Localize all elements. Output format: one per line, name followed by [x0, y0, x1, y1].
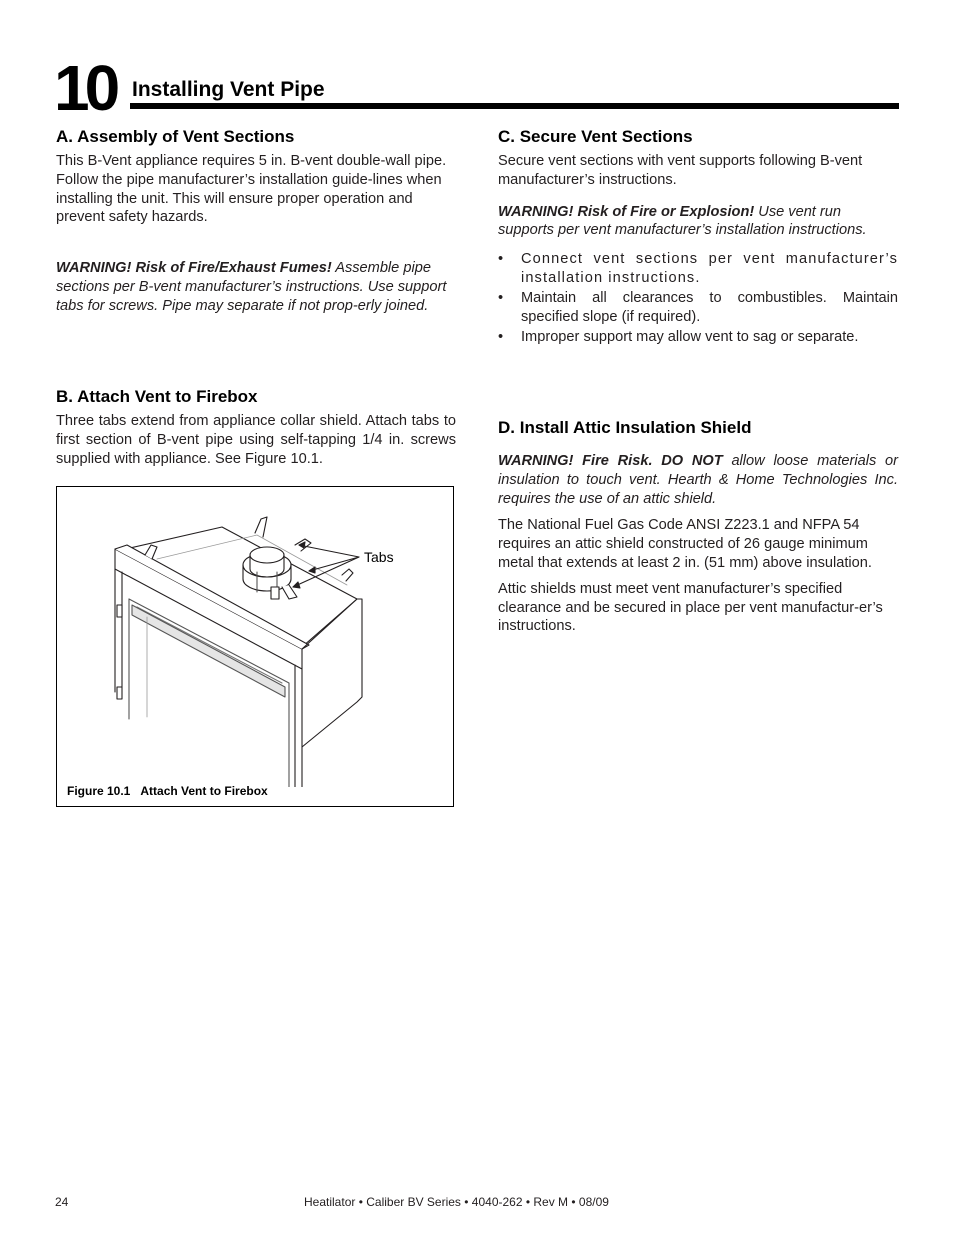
section-c-body: Secure vent sections with vent supports following B-vent manufacturer’s instructions. [498, 153, 863, 188]
warning-label: WARNING! Risk of Fire/Exhaust Fumes! [56, 260, 332, 277]
section-a [56, 127, 456, 316]
section-d-para-2: Attic shields must meet vent manufacturer’s specified clearance and be secured in place per vent manufactur-er’s instructions. [498, 580, 883, 635]
section-c [498, 127, 898, 348]
section-c-heading: C. Secure Vent Sections [498, 127, 693, 146]
section-c-bullets [498, 250, 898, 347]
firebox-illustration [57, 487, 453, 787]
section-d-para-1: The National Fuel Gas Code ANSI Z223.1 and NFPA 54 requires an attic shield constructed of 26 gauge minimum metal that extends at least 2 in. (51 mm) above insulation. [498, 517, 872, 571]
list-item: • Connect vent sections per vent manufacturer’s installation instructions. [498, 251, 898, 287]
list-item: • Improper support may allow vent to sag or separate. [498, 329, 859, 346]
chapter-number: 10 [54, 52, 116, 124]
section-d [498, 418, 898, 636]
page-title: Installing Vent Pipe [132, 78, 325, 101]
section-b-body: Three tabs extend from appliance collar shield. Attach tabs to first section of B-vent pipe using self-tapping 1/4 in. screws supplied with appliance. See Figure 10.1. [56, 413, 456, 467]
section-a-heading: A. Assembly of Vent Sections [56, 127, 295, 146]
footer-info: Heatilator • Caliber BV Series • 4040-262 • Rev M • 08/09 [304, 1195, 609, 1209]
section-a-warning [56, 259, 456, 315]
figure-caption [67, 784, 268, 798]
bullet-icon: • [498, 329, 504, 346]
section-d-heading: D. Install Attic Insulation Shield [498, 418, 752, 437]
figure-caption-text: Attach Vent to Firebox [140, 784, 268, 798]
figure-label: Figure 10.1 [67, 784, 131, 798]
bullet-icon: • [498, 251, 504, 268]
list-item: • Maintain all clearances to combustibles. Maintain specified slope (if required). [498, 290, 898, 326]
warning-text: allow loose materials or insulation to touch vent. Hearth & Home Technologies Inc. requires the use of an attic shield. [498, 453, 898, 507]
page-number: 24 [55, 1195, 69, 1209]
section-d-warning [498, 452, 898, 508]
warning-text: Use vent run supports per vent manufacturer’s installation instructions. [498, 203, 867, 239]
section-c-warning [498, 203, 898, 241]
section-b-heading: B. Attach Vent to Firebox [56, 387, 258, 406]
warning-label: WARNING! Risk of Fire or Explosion! [498, 203, 755, 220]
bullet-icon: • [498, 290, 504, 307]
tabs-callout: Tabs [364, 549, 394, 565]
section-b [56, 387, 456, 468]
title-rule [130, 103, 899, 109]
warning-label: WARNING! Fire Risk. DO NOT [498, 453, 723, 469]
figure-10-1 [56, 486, 454, 807]
warning-text: Assemble pipe sections per B-vent manufacturer’s instructions. Use support tabs for screws. Pipe may separate if not prop-erly joined. [56, 260, 447, 314]
section-a-body: This B-Vent appliance requires 5 in. B-vent double-wall pipe. Follow the pipe manufacturer’s installation guide-lines when installing the unit. This will ensure proper operation and prevent safety hazards. [56, 153, 447, 226]
